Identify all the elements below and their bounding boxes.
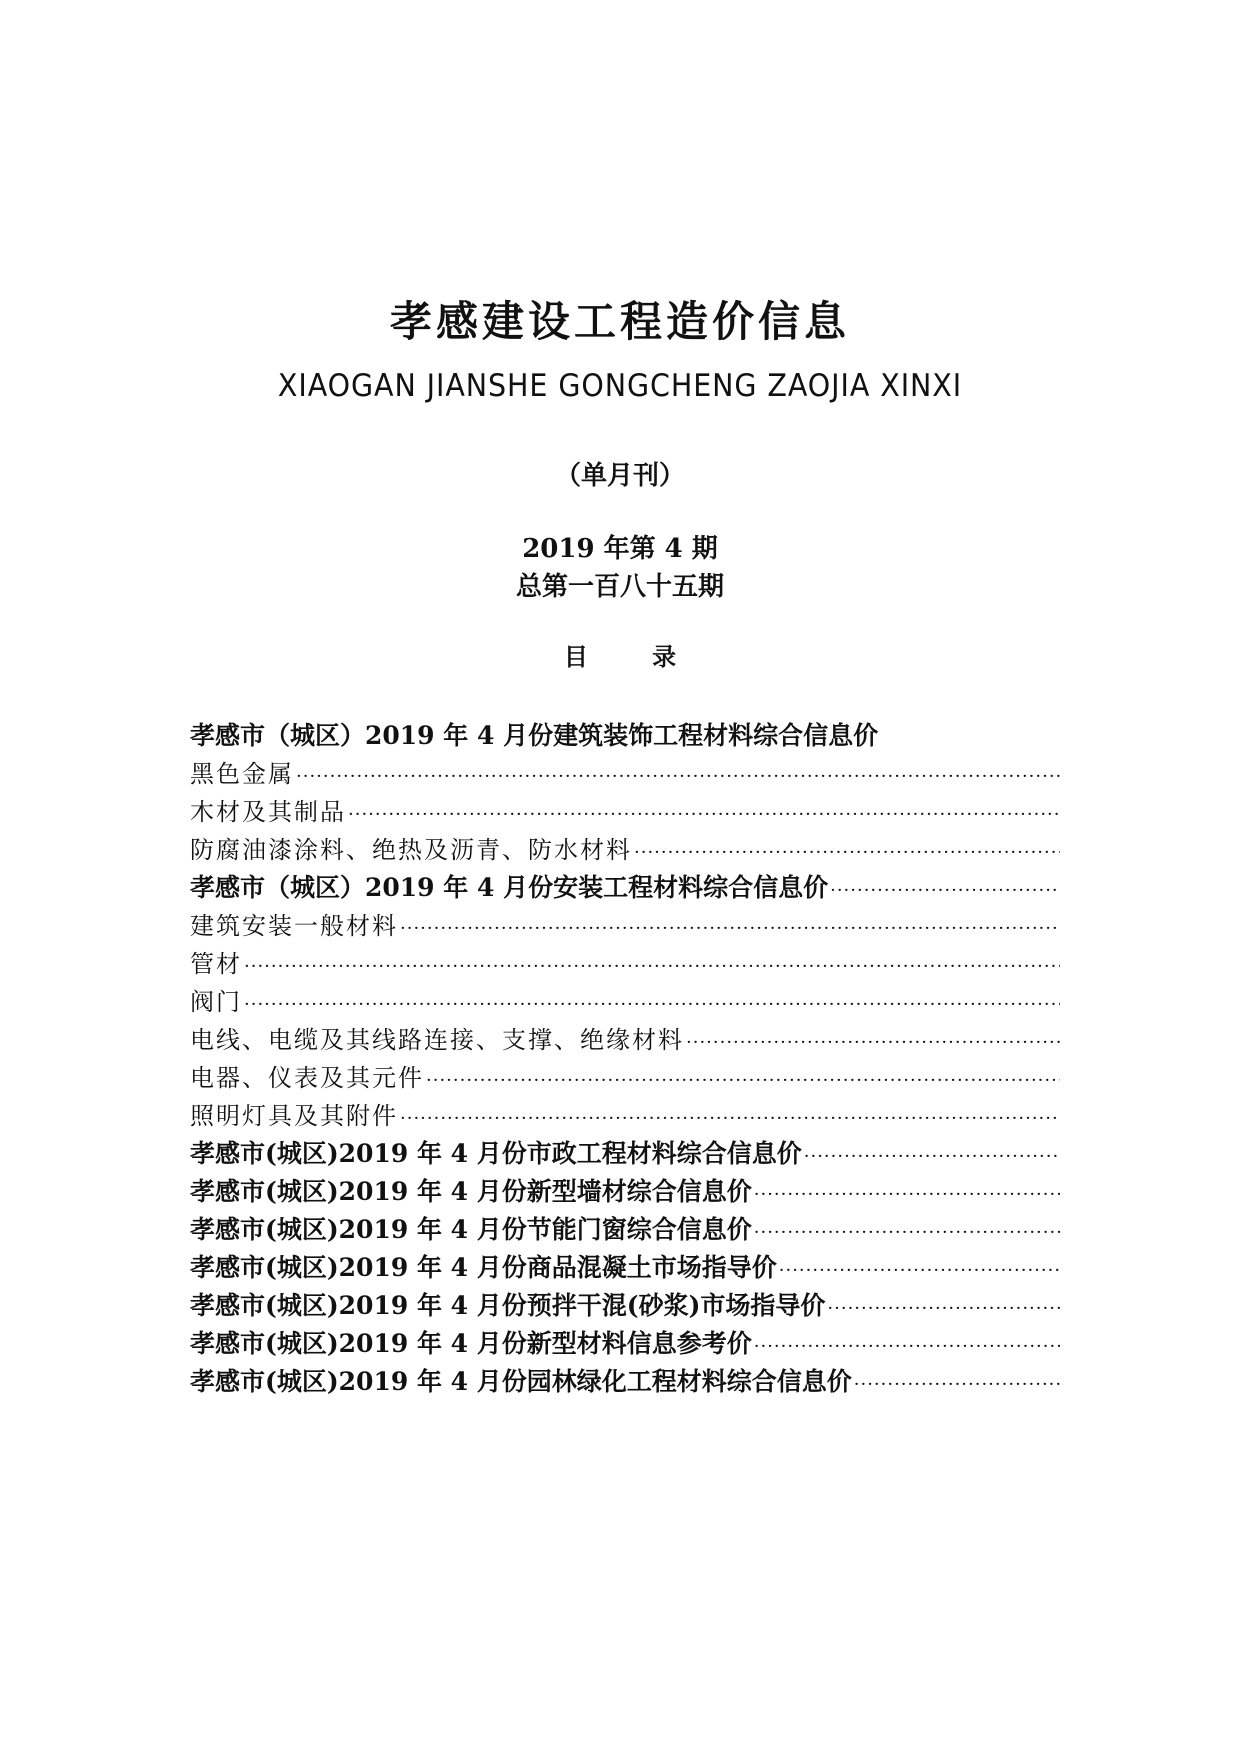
table-of-contents xyxy=(190,717,1060,1401)
toc-leader-dots xyxy=(686,1024,1060,1059)
toc-entry[interactable] xyxy=(190,1211,1060,1249)
toc-entry[interactable] xyxy=(190,1287,1060,1325)
toc-leader-dots xyxy=(827,1290,1060,1325)
toc-entry[interactable] xyxy=(190,1097,1060,1135)
toc-entry[interactable] xyxy=(190,1173,1060,1211)
toc-leader-dots xyxy=(634,834,1060,869)
toc-entry-label: 孝感市(城区)2019 年 4 月份节能门窗综合信息价 xyxy=(190,1215,752,1244)
toc-entry[interactable] xyxy=(190,869,1060,907)
toc-entry-label: 孝感市（城区）2019 年 4 月份安装工程材料综合信息价 xyxy=(190,873,829,902)
toc-entry[interactable] xyxy=(190,793,1060,831)
toc-entry[interactable] xyxy=(190,945,1060,983)
toc-leader-dots xyxy=(754,1328,1060,1363)
document-title: 孝感建设工程造价信息 xyxy=(389,297,850,346)
toc-heading: 目 录 xyxy=(563,642,705,671)
toc-entry-label: 孝感市(城区)2019 年 4 月份预拌干混(砂浆)市场指导价 xyxy=(190,1291,826,1320)
toc-leader-dots xyxy=(754,1176,1060,1211)
toc-entry-label: 孝感市（城区）2019 年 4 月份建筑装饰工程材料综合信息价 xyxy=(190,721,879,750)
toc-leader-dots xyxy=(854,1366,1060,1401)
toc-entry-label: 孝感市(城区)2019 年 4 月份园林绿化工程材料综合信息价 xyxy=(190,1367,852,1396)
toc-leader-dots xyxy=(400,910,1060,945)
toc-entry-label: 管材 xyxy=(190,950,242,978)
toc-leader-dots xyxy=(779,1252,1060,1287)
toc-entry[interactable] xyxy=(190,1135,1060,1173)
toc-entry[interactable] xyxy=(190,755,1060,793)
toc-leader-dots xyxy=(244,986,1060,1021)
toc-entry-label: 木材及其制品 xyxy=(190,798,346,826)
toc-entry-label: 建筑安装一般材料 xyxy=(190,912,398,940)
toc-entry[interactable] xyxy=(190,1325,1060,1363)
toc-entry[interactable] xyxy=(190,1021,1060,1059)
toc-entry-label: 阀门 xyxy=(190,988,242,1016)
toc-entry[interactable] xyxy=(190,907,1060,945)
toc-entry-label: 防腐油漆涂料、绝热及沥青、防水材料 xyxy=(190,836,632,864)
toc-entry[interactable] xyxy=(190,1249,1060,1287)
issue-number: 2019 年第 4 期 xyxy=(522,534,718,564)
toc-leader-dots xyxy=(830,872,1060,907)
toc-entry[interactable] xyxy=(190,1363,1060,1401)
toc-entry[interactable] xyxy=(190,831,1060,869)
toc-entry-label: 孝感市(城区)2019 年 4 月份商品混凝土市场指导价 xyxy=(190,1253,777,1282)
toc-entry-label: 孝感市(城区)2019 年 4 月份市政工程材料综合信息价 xyxy=(190,1139,802,1168)
toc-leader-dots xyxy=(244,948,1060,983)
toc-entry-label: 孝感市(城区)2019 年 4 月份新型材料信息参考价 xyxy=(190,1329,752,1358)
toc-entry-label: 电线、电缆及其线路连接、支撑、绝缘材料 xyxy=(190,1026,684,1054)
publication-frequency: （单月刊） xyxy=(554,461,685,491)
toc-entry-label: 孝感市(城区)2019 年 4 月份新型墙材综合信息价 xyxy=(190,1177,752,1206)
toc-leader-dots xyxy=(296,758,1060,793)
toc-entry-label: 电器、仪表及其元件 xyxy=(190,1064,424,1092)
toc-entry[interactable] xyxy=(190,717,1060,755)
toc-entry[interactable] xyxy=(190,1059,1060,1097)
toc-entry-label: 照明灯具及其附件 xyxy=(190,1102,398,1130)
toc-leader-dots xyxy=(348,796,1060,831)
toc-leader-dots xyxy=(804,1138,1060,1173)
toc-entry[interactable] xyxy=(190,983,1060,1021)
toc-leader-dots xyxy=(426,1062,1060,1097)
toc-leader-dots xyxy=(400,1100,1060,1135)
issue-total-number: 总第一百八十五期 xyxy=(515,572,724,602)
toc-entry-label: 黑色金属 xyxy=(190,760,294,788)
document-title-pinyin: XIAOGAN JIANSHE GONGCHENG ZAOJIA XINXI xyxy=(277,368,963,404)
toc-leader-dots xyxy=(754,1214,1060,1249)
